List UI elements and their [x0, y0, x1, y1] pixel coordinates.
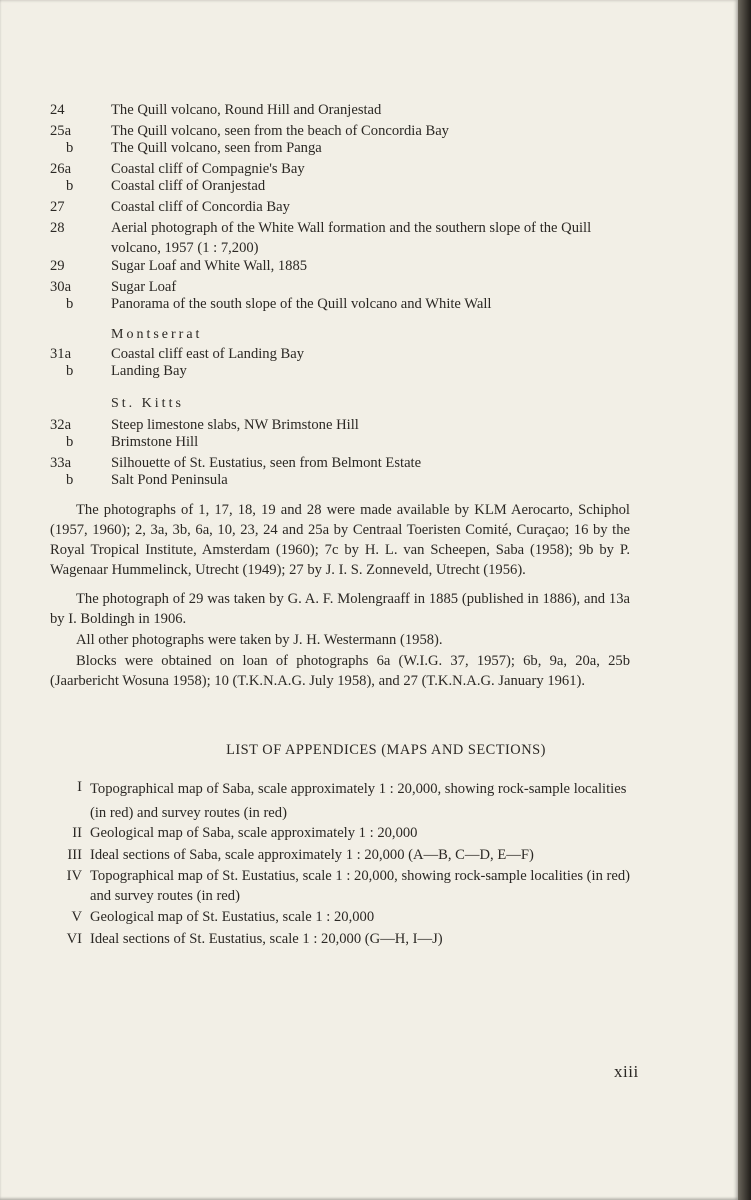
plate-caption: Steep limestone slabs, NW Brimstone Hill: [111, 417, 359, 433]
appendix-text: Ideal sections of St. Eustatius, scale 1 : 20,000 (G—H, I—J): [90, 931, 443, 947]
plate-number: b: [66, 472, 74, 488]
page-number: xiii: [614, 1062, 639, 1081]
plate-caption: Coastal cliff east of Landing Bay: [111, 346, 305, 362]
appendix-text: Geological map of Saba, scale approximately 1 : 20,000: [90, 825, 418, 841]
appendix-number: V: [71, 909, 82, 925]
appendix-text: Geological map of St. Eustatius, scale 1 : 20,000: [90, 909, 375, 925]
plate-number: 24: [50, 102, 65, 118]
page-edge-shadow: [738, 0, 751, 1200]
appendix-text: Ideal sections of Saba, scale approximately 1 : 20,000 (A—B, C—D, E—F): [90, 847, 534, 863]
plate-number: 30a: [50, 279, 72, 295]
photo-credits-paragraph: The photographs of 1, 17, 18, 19 and 28 were made available by KLM Aerocarto, Schiphol (1957, 1960); 2, 3a, 3b, 6a, 10, 23, 24 and 25a by Centraal Toeristen Comité, Curaçao; 16 by the Royal Tropical Institute, Amsterdam (1960); 7c by H. L. van Scheepen, Saba (1958); 9b by P. Wagenaar Hummelinck, Utrecht (1949); 27 by J. I. S. Zonneveld, Utrecht (1956).: [50, 502, 630, 578]
plate-caption: The Quill volcano, seen from Panga: [111, 140, 322, 156]
appendix-number: I: [77, 779, 82, 795]
plate-caption: Coastal cliff of Concordia Bay: [111, 199, 290, 215]
appendices-heading: LIST OF APPENDICES (MAPS AND SECTIONS): [226, 742, 546, 758]
plate-caption: Panorama of the south slope of the Quill volcano and White Wall: [111, 296, 492, 312]
plate-caption: Coastal cliff of Compagnie's Bay: [111, 161, 305, 177]
section-heading-st-kitts: St. Kitts: [111, 396, 184, 411]
plate-number: 26a: [50, 161, 72, 177]
plate-caption: Aerial photograph of the White Wall formation and the southern slope of the Quill volcano, 1957 (1 : 7,200): [111, 220, 592, 256]
plate-caption: Silhouette of St. Eustatius, seen from Belmont Estate: [111, 455, 422, 471]
plate-number: 31a: [50, 346, 72, 362]
blocks-paragraph: Blocks were obtained on loan of photographs 6a (W.I.G. 37, 1957); 6b, 9a, 20a, 25b (Jaarbericht Wosuna 1958); 10 (T.K.N.A.G. July 1958), and 27 (T.K.N.A.G. January 1961).: [50, 653, 630, 689]
plate-number: b: [66, 296, 74, 312]
plate-number: 33a: [50, 455, 72, 471]
plate-number: 27: [50, 199, 65, 215]
plate-number: b: [66, 363, 74, 379]
appendix-text: Topographical map of St. Eustatius, scale 1 : 20,000, showing rock-sample localities (in red) and survey routes (in red): [90, 868, 631, 904]
plate-caption: Landing Bay: [111, 363, 187, 379]
appendix-number: II: [72, 825, 82, 841]
plate-number: b: [66, 434, 74, 450]
photo-credits-paragraph: The photograph of 29 was taken by G. A. F. Molengraaff in 1885 (published in 1886), and 13a by I. Boldingh in 1906.: [50, 591, 630, 627]
plate-number: 29: [50, 258, 65, 274]
plate-caption: Brimstone Hill: [111, 434, 199, 450]
appendix-number: IV: [66, 868, 82, 884]
appendix-text: Topographical map of Saba, scale approximately 1 : 20,000, showing rock-sample localities (in red) and survey routes (in red): [90, 781, 627, 821]
photo-credits-paragraph: All other photographs were taken by J. H. Westermann (1958).: [76, 632, 443, 648]
plate-caption: The Quill volcano, seen from the beach of Concordia Bay: [111, 123, 449, 139]
plate-number: b: [66, 140, 74, 156]
plate-number: 25a: [50, 123, 72, 139]
plate-caption: Sugar Loaf: [111, 279, 177, 295]
plate-caption: Coastal cliff of Oranjestad: [111, 178, 266, 194]
plate-caption: Salt Pond Peninsula: [111, 472, 228, 488]
plate-caption: The Quill volcano, Round Hill and Oranjestad: [111, 102, 382, 118]
appendix-number: III: [67, 847, 82, 863]
appendix-number: VI: [66, 931, 82, 947]
plate-caption: Sugar Loaf and White Wall, 1885: [111, 258, 308, 274]
plate-number: 28: [50, 220, 65, 236]
plate-number: b: [66, 178, 74, 194]
section-heading-montserrat: Montserrat: [111, 327, 203, 342]
plate-number: 32a: [50, 417, 72, 433]
